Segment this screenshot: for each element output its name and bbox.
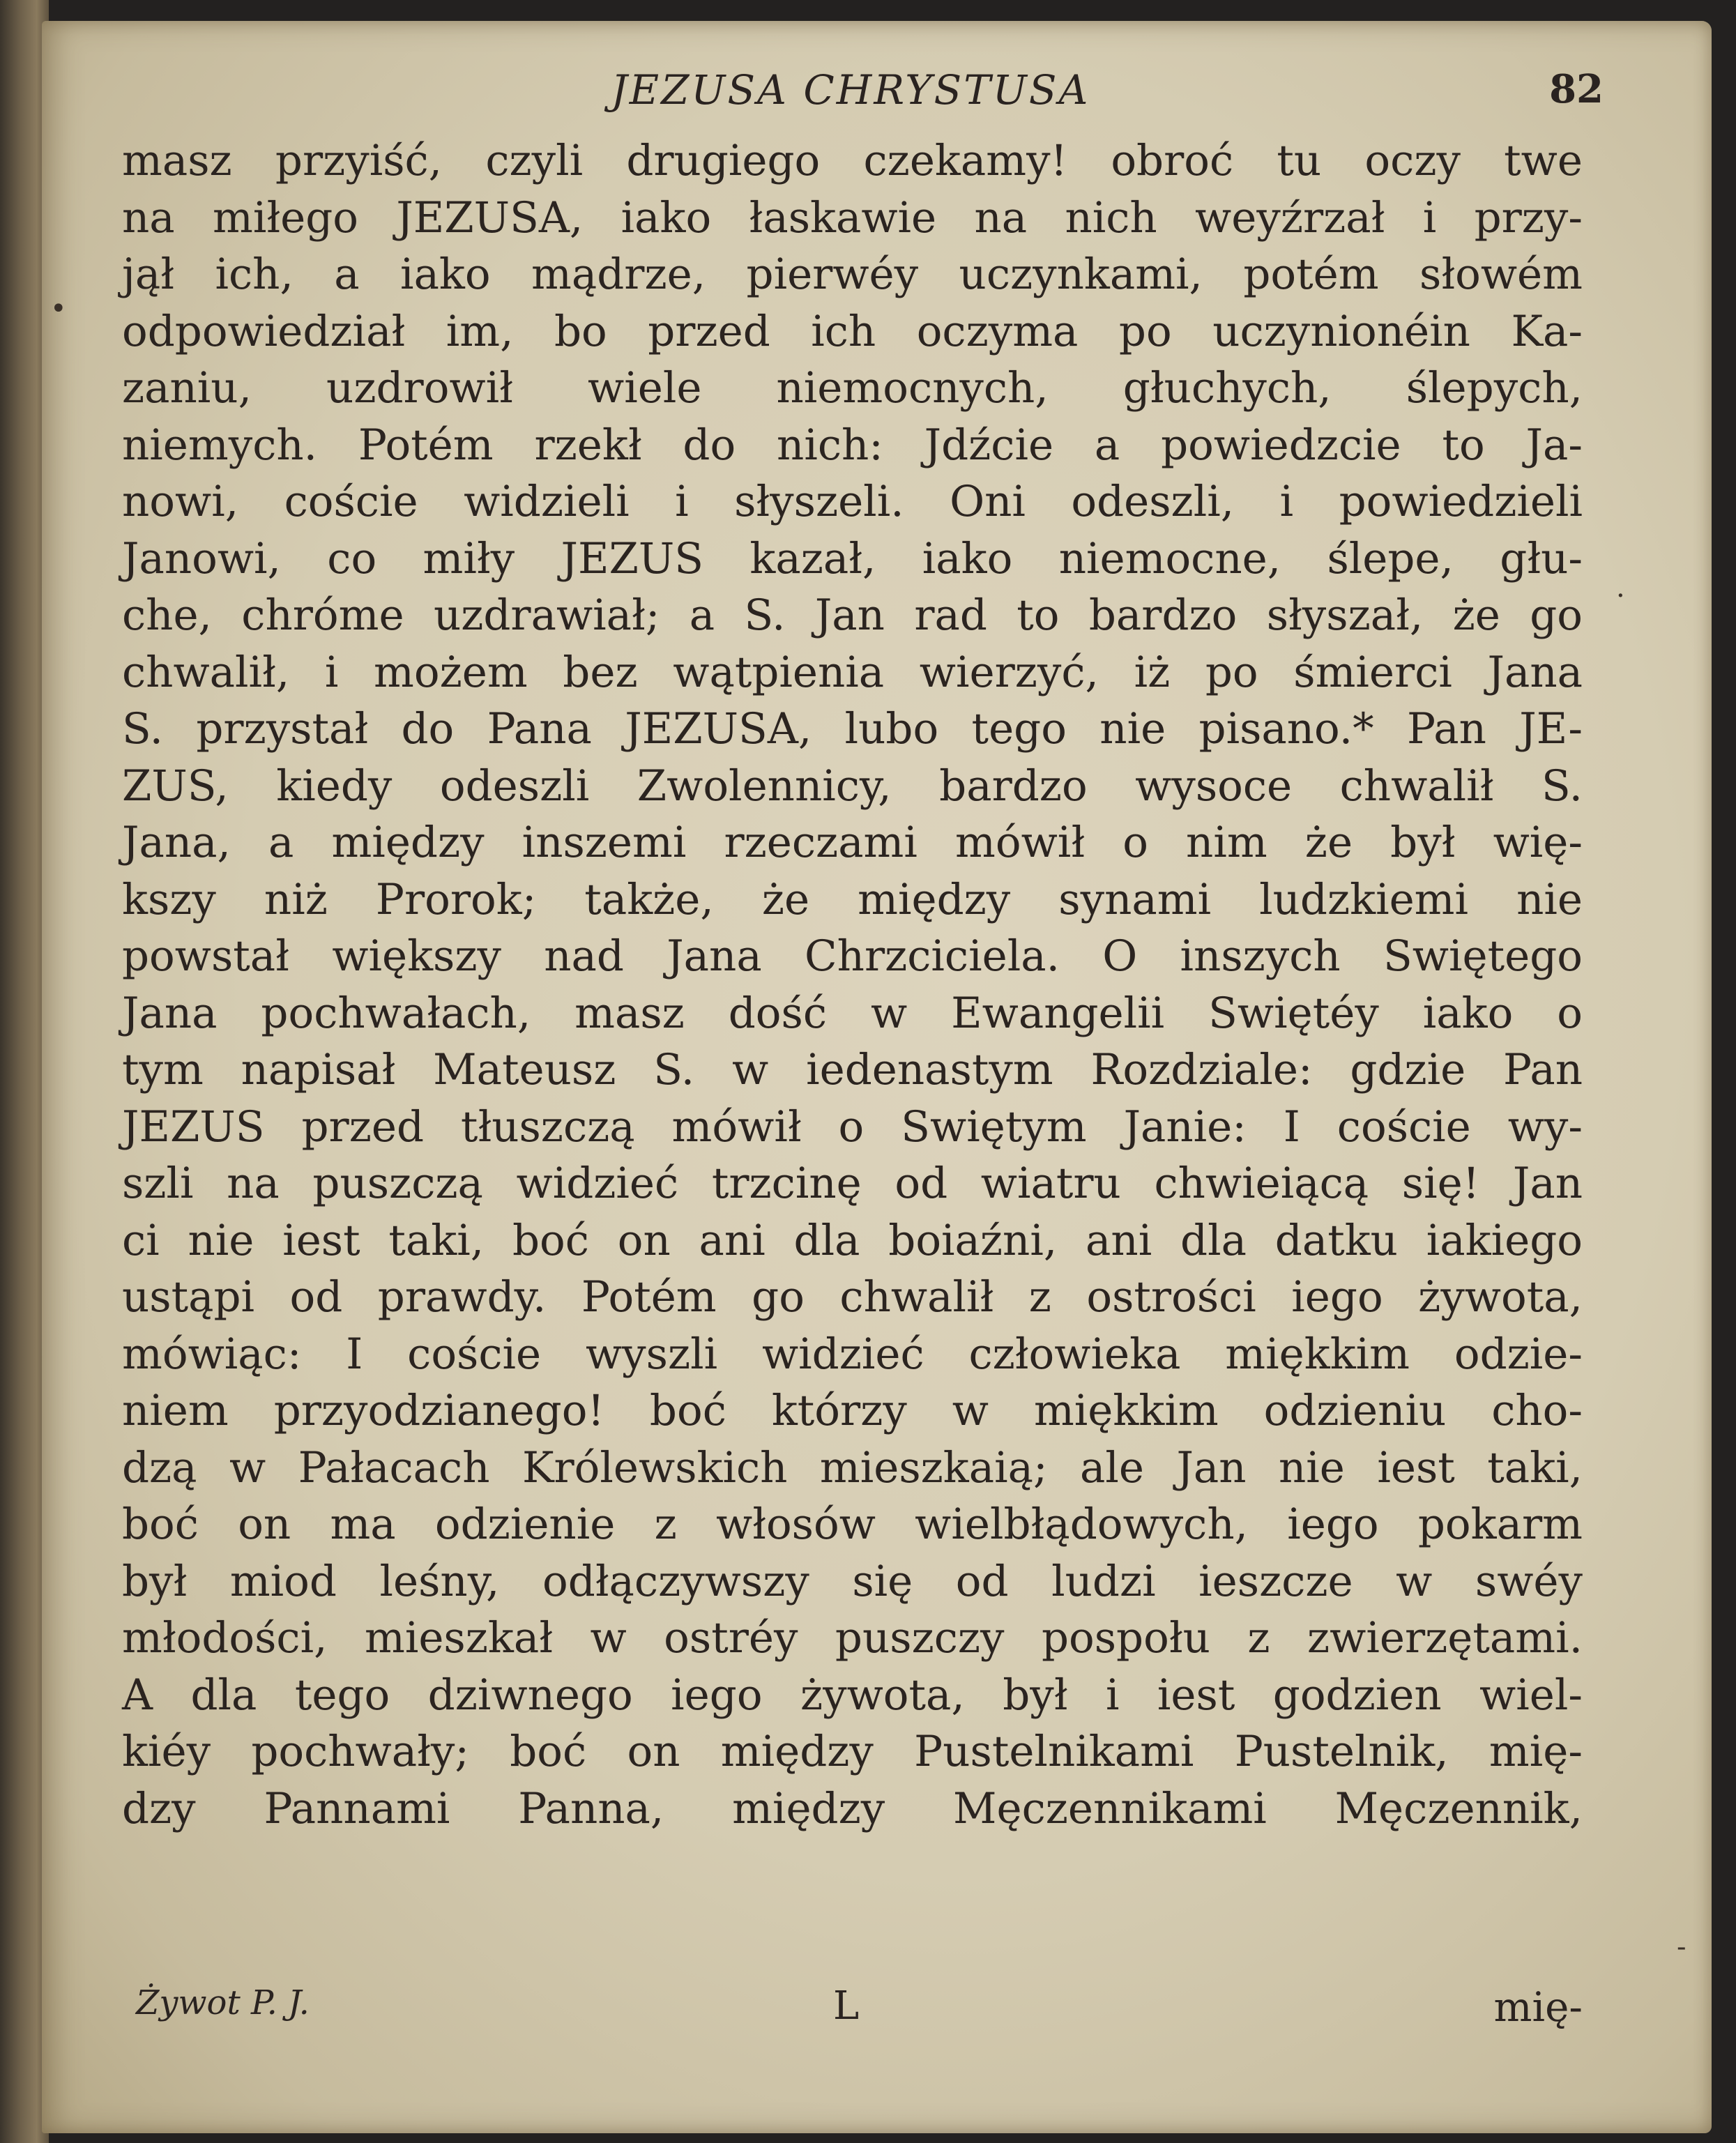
text-line: odpowiedział im, bo przed ich oczyma po uczynionéin Ka-	[122, 306, 1583, 356]
text-line: kiéy pochwały; boć on między Pustelnikami Pustelnik, mię-	[122, 1727, 1583, 1776]
page-number: 82	[1549, 66, 1604, 112]
margin-dash-mark: -	[1677, 1931, 1686, 1963]
text-line: powstał większy nad Jana Chrzciciela. O inszych Swiętego	[122, 931, 1583, 981]
text-line: szli na puszczą widzieć trzcinę od wiatru chwieiącą się! Jan	[122, 1159, 1583, 1208]
text-line: dzy Pannami Panna, między Męczennikami Męczennik,	[122, 1783, 1583, 1833]
text-line: Janowi, co miły JEZUS kazał, iako niemocne, ślepe, głu-	[122, 533, 1583, 584]
page-footer	[136, 1983, 1583, 2046]
text-line: ci nie iest taki, boć on ani dla boiaźni, ani dla datku iakiego	[122, 1215, 1583, 1265]
text-line: Jana, a między inszemi rzeczami mówił o nim że był wię-	[122, 818, 1583, 867]
text-line: masz przyiść, czyli drugiego czekamy! obroć tu oczy twe	[122, 136, 1583, 185]
margin-dot-mark: ·	[1616, 580, 1625, 612]
catchword: mię-	[1493, 1983, 1583, 2031]
text-line: JEZUS przed tłuszczą mówił o Swiętym Janie: I coście wy-	[122, 1101, 1583, 1152]
page-header	[98, 66, 1604, 129]
text-line: nowi, coście widzieli i słyszeli. Oni odeszli, i powiedzieli	[122, 477, 1583, 526]
text-line: kszy niż Prorok; także, że między synami ludzkiemi nie	[122, 874, 1583, 924]
text-line: ZUS, kiedy odeszli Zwolennicy, bardzo wysoce chwalił S.	[122, 761, 1583, 811]
text-line: zaniu, uzdrowił wiele niemocnych, głuchych, ślepych,	[122, 363, 1583, 413]
text-line: jął ich, a iako mądrze, pierwéy uczynkami, potém słowém	[122, 250, 1583, 299]
body-text	[122, 132, 1583, 1837]
text-line: mówiąc: I coście wyszli widzieć człowieka miękkim odzie-	[122, 1329, 1583, 1379]
margin-bullet-mark: •	[50, 293, 67, 325]
text-line: A dla tego dziwnego iego żywota, był i iest godzien wiel-	[122, 1670, 1583, 1720]
text-line: na miłego JEZUSA, iako łaskawie na nich weyźrzał i przy-	[122, 192, 1583, 243]
text-line: S. przystał do Pana JEZUSA, lubo tego nie pisano.* Pan JE-	[122, 704, 1583, 754]
text-line: dzą w Pałacach Królewskich mieszkaią; ale Jan nie iest taki,	[122, 1442, 1583, 1493]
text-line: boć on ma odzienie z włosów wielbłądowych, iego pokarm	[122, 1500, 1583, 1549]
text-line: niem przyodzianego! boć którzy w miękkim odzieniu cho-	[122, 1386, 1583, 1435]
text-line: ustąpi od prawdy. Potém go chwalił z ostrości iego żywota,	[122, 1272, 1583, 1322]
signature-mark: L	[833, 1983, 860, 2029]
footer-title: Żywot P. J.	[136, 1983, 310, 2022]
text-line: tym napisał Mateusz S. w iedenastym Rozdziale: gdzie Pan	[122, 1045, 1583, 1095]
text-line: młodości, mieszkał w ostréy puszczy pospołu z zwierzętami.	[122, 1613, 1583, 1663]
text-line: był miod leśny, odłączywszy się od ludzi ieszcze w swéy	[122, 1556, 1583, 1606]
text-line: che, chróme uzdrawiał; a S. Jan rad to bardzo słyszał, że go	[122, 590, 1583, 640]
text-line: chwalił, i możem bez wątpienia wierzyć, iż po śmierci Jana	[122, 647, 1583, 697]
text-line: Jana pochwałach, masz dość w Ewangelii Swiętéy iako o	[122, 988, 1583, 1038]
running-title: JEZUSA CHRYSTUSA	[611, 66, 1090, 114]
text-line: niemych. Potém rzekł do nich: Jdźcie a powiedzcie to Ja-	[122, 420, 1583, 470]
